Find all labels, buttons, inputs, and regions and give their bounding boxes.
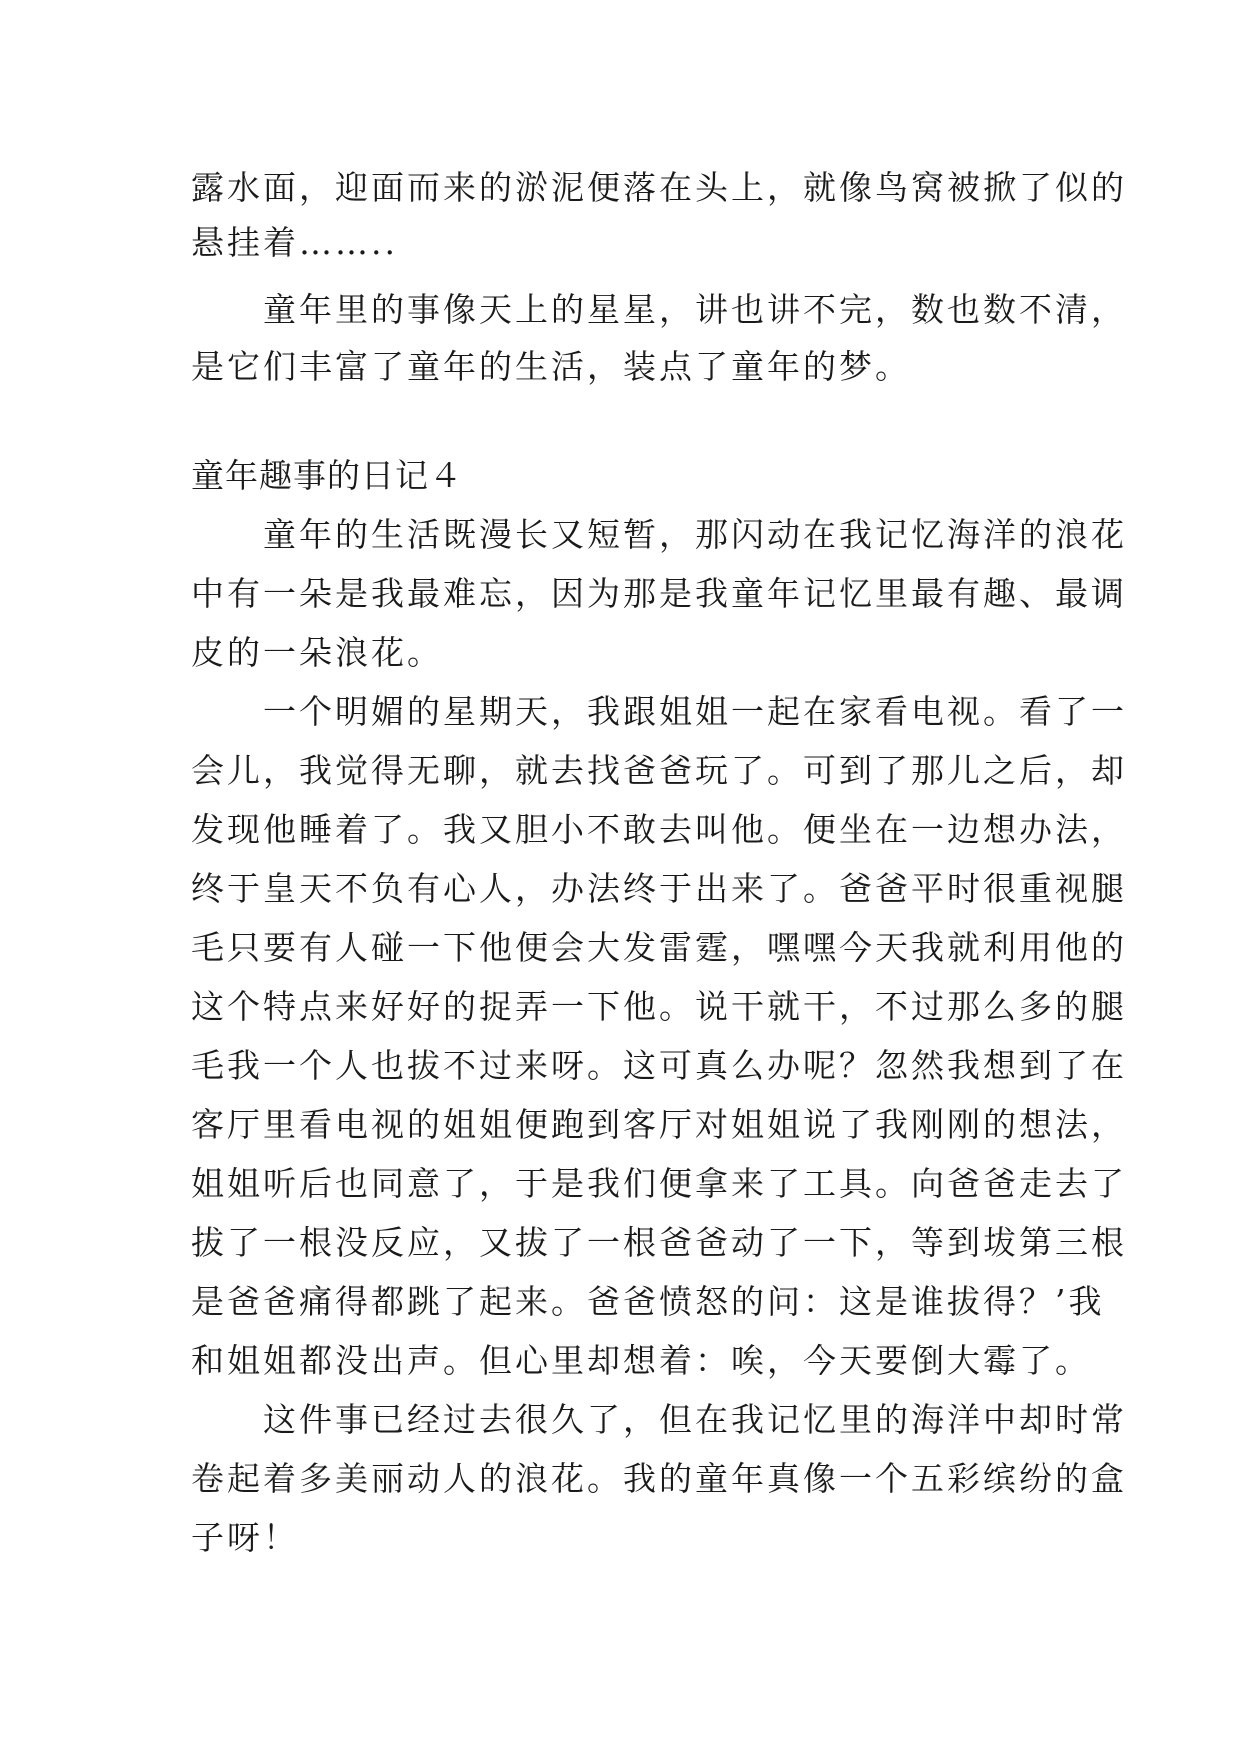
paragraph-line: 是它们丰富了童年的生活，装点了童年的梦。 (191, 347, 911, 386)
paragraph-line: 中有一朵是我最难忘，因为那是我童年记忆里最有趣、最调 (191, 574, 1127, 613)
paragraph-line: 终于皇天不负有心人，办法终于出来了。爸爸平时很重视腿 (191, 869, 1127, 908)
paragraph-line: 童年里的事像天上的星星，讲也讲不完，数也数不清， (191, 290, 1127, 329)
paragraph-line: 是爸爸痛得都跳了起来。爸爸愤怒的问：这是谁拔得？’我 (191, 1282, 1105, 1321)
paragraph-line: 毛我一个人也拔不过来呀。这可真么办呢？忽然我想到了在 (191, 1046, 1127, 1085)
paragraph-line: 会儿，我觉得无聊，就去找爸爸玩了。可到了那儿之后，却 (191, 751, 1127, 790)
paragraph-line: 子呀！ (191, 1518, 299, 1557)
paragraph-line: 拔了一根没反应，又拔了一根爸爸动了一下，等到坺第三根 (191, 1223, 1127, 1262)
paragraph-line: 露水面，迎面而来的淤泥便落在头上，就像鸟窝被掀了似的 (191, 168, 1127, 207)
paragraph-line: 客厅里看电视的姐姐便跑到客厅对姐姐说了我刚刚的想法， (191, 1105, 1127, 1144)
paragraph-line: 皮的一朵浪花。 (191, 633, 443, 672)
paragraph-line: 和姐姐都没出声。但心里却想着：唉，今天要倒大霉了。 (191, 1341, 1091, 1380)
paragraph-line: 毛只要有人碰一下他便会大发雷霆，嘿嘿今天我就利用他的 (191, 928, 1127, 967)
paragraph-line: 童年的生活既漫长又短暂，那闪动在我记忆海洋的浪花 (191, 515, 1127, 554)
section-title: 童年趣事的日记４ (191, 456, 463, 495)
paragraph-line: 卷起着多美丽动人的浪花。我的童年真像一个五彩缤纷的盒 (191, 1459, 1127, 1498)
paragraph-line: 悬挂着…….. (191, 223, 398, 262)
paragraph-line: 这个特点来好好的捉弄一下他。说干就干，不过那么多的腿 (191, 987, 1127, 1026)
paragraph-line: 发现他睡着了。我又胆小不敢去叫他。便坐在一边想办法， (191, 810, 1127, 849)
paragraph-line: 一个明媚的星期天，我跟姐姐一起在家看电视。看了一 (191, 692, 1127, 731)
paragraph-line: 这件事已经过去很久了，但在我记忆里的海洋中却时常 (191, 1400, 1127, 1439)
paragraph-line: 姐姐听后也同意了，于是我们便拿来了工具。向爸爸走去了 (191, 1164, 1127, 1203)
